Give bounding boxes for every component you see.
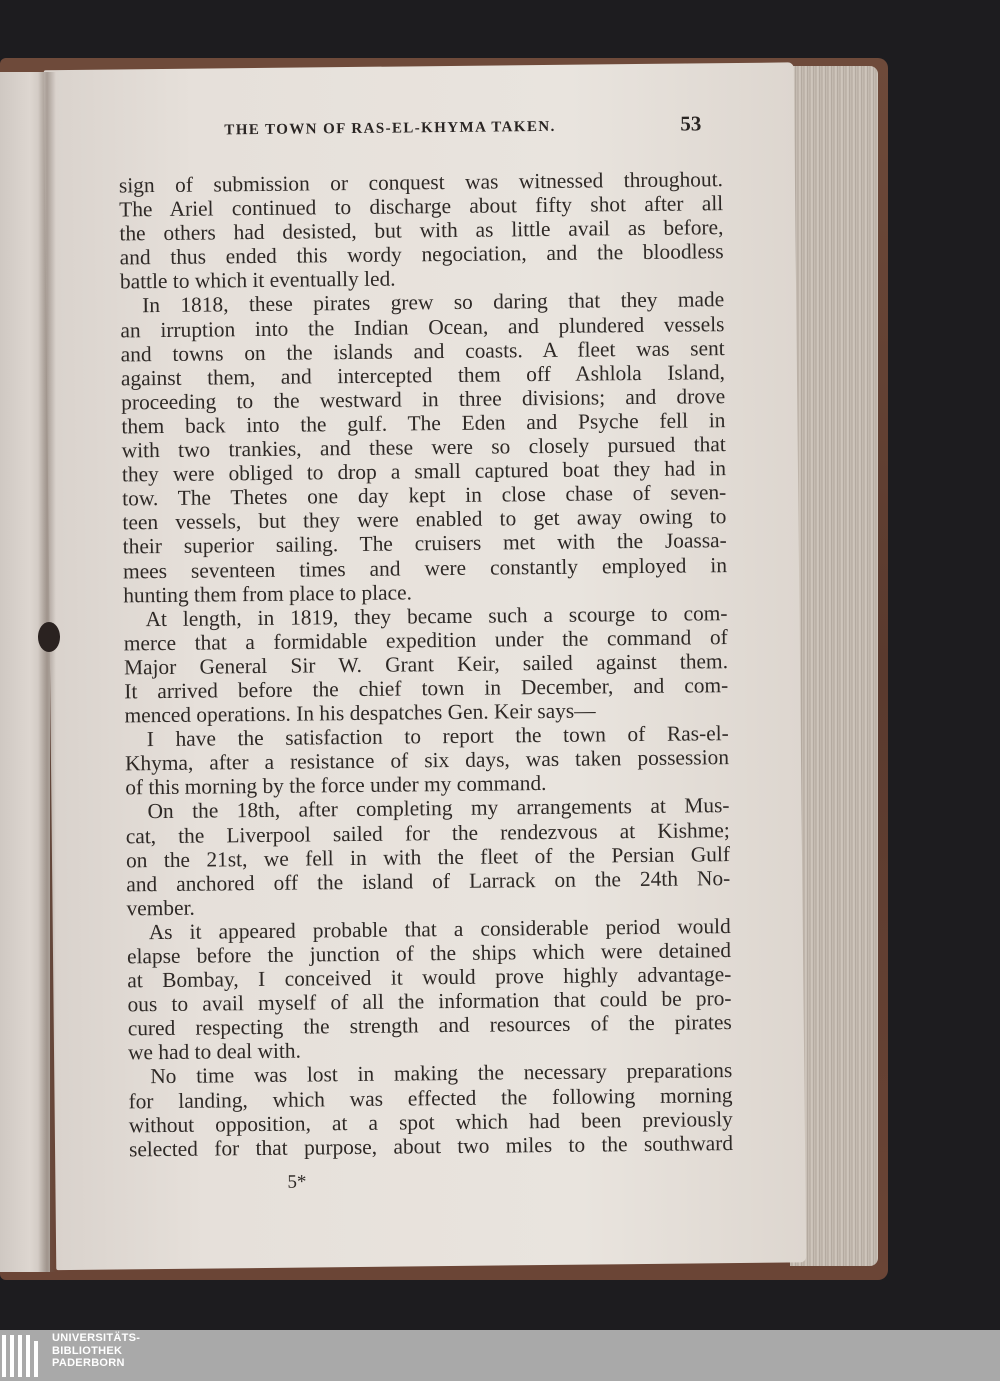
binding-hole xyxy=(38,622,60,652)
text-line: No time was lost in making the necessary preparations xyxy=(150,1058,733,1089)
library-logo-icon xyxy=(2,1335,42,1377)
text-line: elapse before the junction of the ships which were detained xyxy=(126,938,732,969)
text-line: against them, and intercepted them off Ashlola Island, xyxy=(120,359,726,391)
text-line: merce that a formidable expedition under the command of xyxy=(123,624,728,656)
text-line: them back into the gulf. The Eden and Psyche fell in xyxy=(121,408,726,439)
text-line: cured respecting the strength and resources of the pirates xyxy=(127,1010,732,1041)
text-line: and towns on the islands and coasts. A fleet was sent xyxy=(120,335,725,367)
text-line: battle to which it eventually led. xyxy=(119,266,396,294)
text-line: I have the satisfaction to report the town of Ras-el- xyxy=(146,721,729,752)
book-page xyxy=(44,62,807,1270)
text-line: an irruption into the Indian Ocean, and plundered vessels xyxy=(120,311,725,342)
text-line: selected for that purpose, about two miles to the southward xyxy=(128,1130,734,1162)
text-line: sign of submission or conquest was witnessed throughout. xyxy=(118,167,724,198)
library-footer xyxy=(0,1330,1000,1381)
text-line: of this morning by the force under my command. xyxy=(125,771,547,800)
text-line: cat, the Liverpool sailed for the rendezvous at Kishme; xyxy=(125,817,730,848)
library-logo-line: UNIVERSITÄTS- xyxy=(52,1332,141,1344)
text-line: tow. The Thetes one day kept in close chase of seven- xyxy=(122,480,727,511)
text-line: In 1818, these pirates grew so daring that they made xyxy=(142,287,725,318)
text-line: for landing, which was effected the following morning xyxy=(128,1082,733,1113)
text-line: they were obliged to drop a small captured boat they had in xyxy=(121,456,727,487)
body-text xyxy=(119,167,733,1161)
text-line: On the 18th, after completing my arrangements at Mus- xyxy=(147,793,730,824)
text-line: mees seventeen times and were constantly employed in xyxy=(122,552,728,583)
signature-mark: 5* xyxy=(287,1171,307,1193)
running-head-title: THE TOWN OF RAS-EL-KHYMA TAKEN. xyxy=(224,118,556,139)
page-gutter xyxy=(38,72,56,1272)
text-line: on the 21st, we fell in with the fleet of the Persian Gulf xyxy=(125,841,731,873)
text-line: As it appeared probable that a considerable period would xyxy=(148,913,731,945)
text-line: The Ariel continued to discharge about fifty shot after all xyxy=(119,191,724,222)
text-line: the others had desisted, but with as little avail as before, xyxy=(119,215,724,246)
running-head xyxy=(224,117,724,139)
library-logo-line: BIBLIOTHEK xyxy=(52,1344,123,1357)
library-logo-line: PADERBORN xyxy=(52,1357,125,1369)
text-line: menced operations. In his despatches Gen. Keir says— xyxy=(124,698,596,728)
text-line: Khyma, after a resistance of six days, was taken possession xyxy=(124,745,730,776)
text-line: without opposition, at a spot which had been previously xyxy=(128,1106,733,1138)
text-line: It arrived before the chief town in December, and com- xyxy=(124,673,729,704)
library-logo-text xyxy=(52,1332,140,1370)
text-line: at Bombay, I conceived it would prove highly advantage- xyxy=(127,962,732,993)
text-line: ous to avail myself of all the information that could be pro- xyxy=(127,986,732,1017)
text-line: we had to deal with. xyxy=(127,1038,302,1065)
text-line: proceeding to the westward in three divisions; and drove xyxy=(121,383,726,415)
text-line: and thus ended this wordy negociation, and the bloodless xyxy=(119,239,724,270)
text-line: teen vessels, but they were enabled to get away owing to xyxy=(122,504,727,535)
text-line: with two trankies, and these were so closely pursued that xyxy=(121,432,726,463)
text-line: hunting them from place to place. xyxy=(123,579,413,608)
text-line: Major General Sir W. Grant Keir, sailed against them. xyxy=(123,648,729,680)
text-line: At length, in 1819, they became such a scourge to com- xyxy=(145,600,728,631)
text-line: their superior sailing. The cruisers met with the Joassa- xyxy=(122,528,727,559)
page-number: 53 xyxy=(680,111,702,136)
text-line: and anchored off the island of Larrack on the 24th No- xyxy=(126,865,731,897)
text-line: vember. xyxy=(126,895,195,921)
